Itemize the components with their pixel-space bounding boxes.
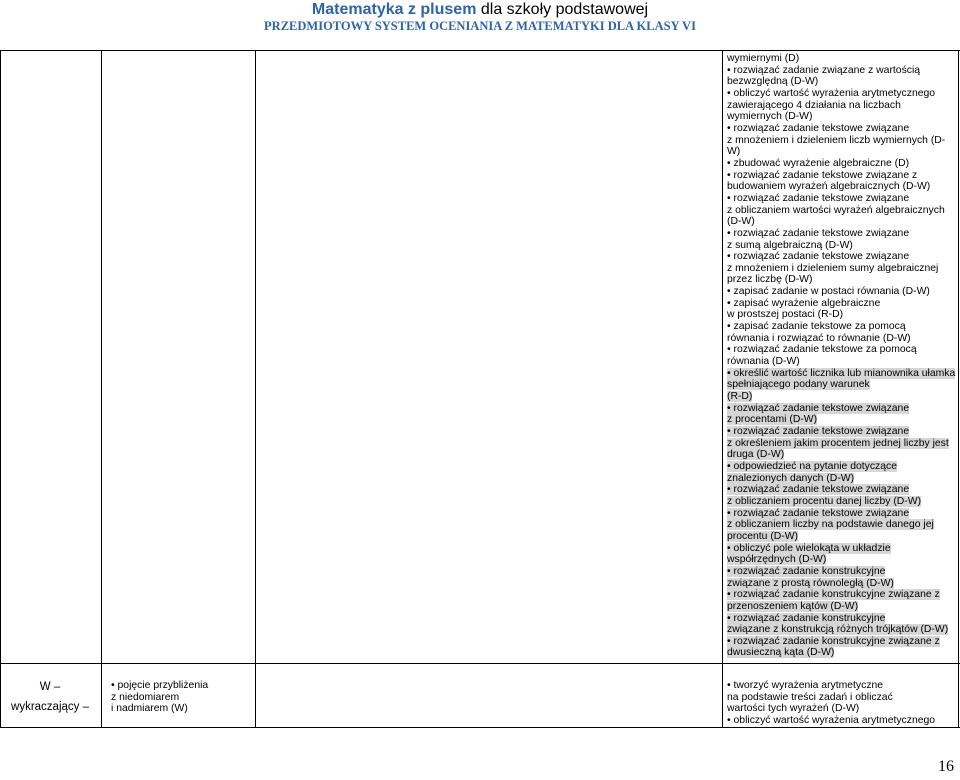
- requirement-text: • rozwiązać zadanie tekstowe związane: [727, 251, 910, 263]
- requirement-text: druga (D-W): [727, 449, 785, 461]
- requirement-line: [727, 589, 955, 601]
- requirement-text: procentu (D-W): [727, 530, 799, 542]
- list-item: wartości tych wyrażeń (D-W): [727, 703, 860, 715]
- lower-col2-cell: [111, 680, 208, 715]
- level-label-wykraczajacy: [2, 680, 98, 715]
- requirement-line: [727, 228, 955, 240]
- requirement-line: [727, 601, 955, 613]
- requirement-line: [727, 379, 955, 391]
- requirement-line: [727, 286, 955, 298]
- requirement-line: [727, 426, 955, 438]
- list-item: z niedomiarem: [111, 691, 180, 703]
- requirement-text: z obliczaniem liczby na podstawie danego jej: [727, 519, 934, 531]
- requirement-text: • rozwiązać zadanie tekstowe związane: [727, 507, 910, 519]
- requirement-text: znalezionych danych (D-W): [727, 472, 855, 484]
- requirement-line: [727, 543, 955, 555]
- requirement-line: [727, 216, 955, 228]
- requirement-line: [727, 449, 955, 461]
- requirement-text: z procentami (D-W): [727, 414, 818, 426]
- list-item: • tworzyć wyrażenia arytmetyczne: [727, 680, 884, 691]
- requirement-line: [727, 496, 955, 508]
- table-col-divider-3: [722, 50, 723, 728]
- requirement-text: bezwzględną (D-W): [727, 76, 819, 88]
- title-bold: Matematyka z plusem: [311, 1, 477, 18]
- requirement-line: [727, 123, 955, 135]
- requirement-line: [727, 613, 955, 625]
- requirement-line: [727, 473, 955, 485]
- table-col-divider-1: [101, 50, 102, 728]
- requirement-line: [727, 624, 955, 636]
- requirement-line: [727, 554, 955, 566]
- requirement-text: W): [727, 146, 741, 158]
- document-subtitle: PRZEDMIOTOWY SYSTEM OCENIANIA Z MATEMATYKI DLA KLASY VI: [264, 19, 696, 33]
- requirement-text: z określeniem jakim procentem jednej liczby jest: [727, 437, 949, 449]
- requirement-text: • rozwiązać zadanie związane z wartością: [727, 64, 921, 76]
- requirement-text: • rozwiązać zadanie tekstowe związane: [727, 484, 910, 496]
- requirement-text: • odpowiedzieć na pytanie dotyczące: [727, 460, 897, 472]
- requirement-text: • rozwiązać zadanie tekstowe związane z: [727, 169, 918, 181]
- requirement-text: z mnożeniem i dzieleniem liczb wymiernych (D-: [727, 134, 946, 146]
- requirement-text: przenoszeniem kątów (D-W): [727, 600, 859, 612]
- list-item: • pojęcie przybliżenia: [111, 680, 209, 691]
- level-label-line2: wykraczający –: [11, 701, 89, 713]
- requirement-text: (R-D): [727, 391, 753, 403]
- requirement-text: • obliczyć pole wielokąta w układzie: [727, 542, 891, 554]
- requirement-text: równania (D-W): [727, 356, 800, 368]
- requirement-text: • zapisać zadanie w postaci równania (D-W): [727, 286, 930, 298]
- requirement-line: [727, 65, 955, 77]
- requirement-text: dwusieczną kąta (D-W): [727, 647, 835, 659]
- requirement-text: • zapisać wyrażenie algebraiczne: [727, 297, 881, 309]
- requirement-line: [727, 356, 955, 368]
- requirement-line: [727, 53, 955, 65]
- lower-col4-cell: [727, 680, 935, 727]
- requirement-text: wymiernymi (D): [727, 53, 800, 64]
- requirement-text: w prostszej postaci (R-D): [727, 309, 844, 321]
- requirement-line: [727, 636, 955, 648]
- requirement-line: [727, 100, 955, 112]
- requirement-line: [727, 158, 955, 170]
- requirement-line: [727, 251, 955, 263]
- page-number: 16: [938, 758, 954, 775]
- requirement-text: współrzędnych (D-W): [727, 554, 827, 566]
- requirement-text: • rozwiązać zadanie konstrukcyjne: [727, 612, 886, 624]
- requirement-line: [727, 170, 955, 182]
- requirement-text: zawierającego 4 działania na liczbach: [727, 99, 901, 111]
- requirement-line: [727, 647, 955, 659]
- requirement-text: • obliczyć wartość wyrażenia arytmetycznego: [727, 87, 936, 99]
- requirement-text: przez liczbę (D-W): [727, 274, 813, 286]
- list-item: na podstawie treści zadań i obliczać: [727, 691, 893, 703]
- requirement-text: • określić wartość licznika lub mianownika ułamka: [727, 367, 956, 379]
- requirement-line: [727, 531, 955, 543]
- requirement-line: [727, 193, 955, 205]
- requirement-text: • rozwiązać zadanie konstrukcyjne związane z: [727, 635, 940, 647]
- table-col-divider-2: [255, 50, 256, 728]
- requirement-line: [727, 240, 955, 252]
- requirement-line: [727, 205, 955, 217]
- document-title: [0, 1, 960, 19]
- table-top-border: [0, 50, 960, 51]
- requirement-text: • zapisać zadanie tekstowe za pomocą: [727, 321, 906, 333]
- requirement-line: [727, 181, 955, 193]
- requirement-text: z obliczaniem wartości wyrażeń algebraicznych: [727, 204, 945, 216]
- requirement-line: [727, 135, 955, 147]
- table-right-border: [958, 50, 959, 728]
- requirement-line: [727, 263, 955, 275]
- requirement-text: • rozwiązać zadanie tekstowe związane: [727, 122, 910, 134]
- requirement-text: związane z konstrukcją różnych trójkątów (D-W): [727, 624, 949, 636]
- page-header: [0, 0, 960, 34]
- requirement-line: [727, 368, 955, 380]
- requirement-line: [727, 333, 955, 345]
- requirement-line: [727, 403, 955, 415]
- requirement-text: z sumą algebraiczną (D-W): [727, 239, 853, 251]
- requirement-line: [727, 391, 955, 403]
- requirement-text: wymiernych (D-W): [727, 111, 813, 123]
- table-left-border: [0, 50, 1, 728]
- requirement-line: [727, 146, 955, 158]
- requirement-text: (D-W): [727, 216, 755, 228]
- requirement-line: [727, 344, 955, 356]
- requirement-line: [727, 274, 955, 286]
- list-item: i nadmiarem (W): [111, 703, 188, 715]
- requirement-text: równania i rozwiązać to równanie (D-W): [727, 332, 911, 344]
- requirement-line: [727, 414, 955, 426]
- requirement-line: [727, 111, 955, 123]
- requirement-text: • rozwiązać zadanie konstrukcyjne: [727, 565, 886, 577]
- requirement-text: z mnożeniem i dzieleniem sumy algebraicznej: [727, 262, 939, 274]
- requirement-line: [727, 519, 955, 531]
- requirement-text: spełniającego podany warunek: [727, 379, 870, 391]
- requirement-text: z obliczaniem procentu danej liczby (D-W): [727, 495, 922, 507]
- level-label-line1: W –: [39, 681, 61, 693]
- requirement-text: • rozwiązać zadanie tekstowe związane: [727, 192, 910, 204]
- requirement-text: • rozwiązać zadanie tekstowe związane: [727, 402, 910, 414]
- requirement-line: [727, 88, 955, 100]
- requirement-text: • rozwiązać zadanie tekstowe związane: [727, 227, 910, 239]
- requirement-line: [727, 484, 955, 496]
- requirement-line: [727, 309, 955, 321]
- table-row-divider: [0, 663, 960, 664]
- requirement-line: [727, 461, 955, 473]
- requirement-text: • rozwiązać zadanie tekstowe związane: [727, 426, 910, 437]
- requirement-text: • rozwiązać zadanie konstrukcyjne związane z: [727, 589, 940, 601]
- title-rest: dla szkoły podstawowej: [480, 1, 649, 18]
- requirement-line: [727, 438, 955, 450]
- list-item: • obliczyć wartość wyrażenia arytmetycznego: [727, 714, 936, 726]
- requirement-text: • rozwiązać zadanie tekstowe za pomocą: [727, 344, 917, 356]
- requirement-line: [727, 508, 955, 520]
- requirement-line: [727, 298, 955, 310]
- requirement-line: [727, 566, 955, 578]
- upper-requirements-cell: [727, 53, 955, 659]
- requirement-text: • zbudować wyrażenie algebraiczne (D): [727, 157, 910, 169]
- requirement-line: [727, 76, 955, 88]
- table-bottom-border: [0, 727, 960, 728]
- requirement-text: budowaniem wyrażeń algebraicznych (D-W): [727, 181, 931, 193]
- requirement-line: [727, 578, 955, 590]
- requirement-text: związane z prostą równoległą (D-W): [727, 577, 894, 589]
- requirement-line: [727, 321, 955, 333]
